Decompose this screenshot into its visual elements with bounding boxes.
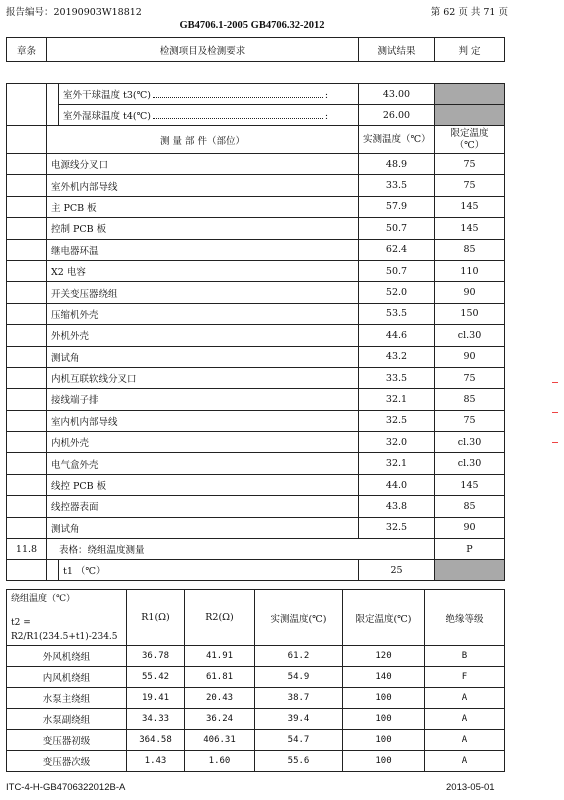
winding-table [6, 589, 505, 772]
clause-cell [7, 367, 47, 388]
actual-temp: 32.0 [359, 432, 435, 453]
r2-value: 61.81 [185, 667, 255, 688]
actual-temp: 43.8 [359, 496, 435, 517]
winding-name: 水泵副绕组 [7, 709, 127, 730]
actual-temp: 50.7 [359, 260, 435, 281]
winding-head [7, 590, 505, 646]
r1-value: 34.33 [127, 709, 185, 730]
clause-cell [7, 389, 47, 410]
actual-temp: 62.4 [359, 239, 435, 260]
clause-cell [7, 432, 47, 453]
condition-value: 43.00 [359, 84, 435, 105]
limit-temp: 110 [435, 260, 505, 281]
clause-header: 章条 [7, 38, 47, 62]
limit-temp: 90 [435, 517, 505, 538]
temp-row [7, 196, 505, 217]
actual-temp: 52.0 [359, 282, 435, 303]
temp-row [7, 175, 505, 196]
r2-value: 406.31 [185, 730, 255, 751]
winding-name: 外风机绕组 [7, 646, 127, 667]
part-name: 外机外壳 [47, 325, 359, 346]
winding-row [7, 646, 505, 667]
report-number: 报告编号：20190903W18812 [6, 7, 142, 18]
actual-temp: 44.6 [359, 325, 435, 346]
clause-cell [7, 303, 47, 324]
temp-row [7, 154, 505, 175]
temp-row [7, 346, 505, 367]
temp-row [7, 239, 505, 260]
part-name: 压缩机外壳 [47, 303, 359, 324]
winding-actual-header: 实测温度(℃) [255, 590, 343, 646]
limit-temp: 90 [435, 346, 505, 367]
clause-cell [7, 325, 47, 346]
limit-temp: 145 [435, 474, 505, 495]
winding-label: 绕组温度（℃） [11, 593, 76, 604]
actual-temp: 32.5 [359, 517, 435, 538]
winding-actual: 38.7 [255, 688, 343, 709]
limit-temp: 75 [435, 410, 505, 431]
limit-temp-header: 限定温度（℃） [435, 126, 505, 154]
part-name: 测试角 [47, 517, 359, 538]
part-header: 测 量 部 件（部位） [47, 126, 359, 154]
winding-limit: 100 [343, 730, 425, 751]
limit-temp: cl.30 [435, 325, 505, 346]
clause-cell [7, 126, 47, 154]
temp-row [7, 282, 505, 303]
doc-code: ITC-4-H-GB4706322012B-A [6, 782, 126, 793]
winding-name: 内风机绕组 [7, 667, 127, 688]
limit-temp: cl.30 [435, 453, 505, 474]
verdict-cell: P [435, 539, 505, 560]
clause-cell [7, 84, 47, 126]
winding-name: 变压器初级 [7, 730, 127, 751]
winding-actual: 55.6 [255, 751, 343, 772]
actual-temp: 33.5 [359, 175, 435, 196]
winding-formula-cell [7, 590, 127, 646]
section-118-row [7, 539, 505, 560]
part-name: 内机互联软线分叉口 [47, 367, 359, 388]
doc-date: 2013-05-01 [446, 782, 495, 793]
r1-value: 364.58 [127, 730, 185, 751]
temp-row [7, 474, 505, 495]
part-name: 电源线分叉口 [47, 154, 359, 175]
insulation-class: A [425, 751, 505, 772]
limit-temp: 85 [435, 496, 505, 517]
clause-cell [7, 175, 47, 196]
r1-value: 36.78 [127, 646, 185, 667]
section-title [47, 539, 435, 560]
winding-limit: 100 [343, 688, 425, 709]
winding-row [7, 751, 505, 772]
section-title-text: 表格：绕组温度测量 [59, 545, 145, 557]
limit-temp: 75 [435, 175, 505, 196]
temp-row [7, 410, 505, 431]
limit-temp: 145 [435, 218, 505, 239]
limit-temp: 85 [435, 239, 505, 260]
r1-header: R1(Ω) [127, 590, 185, 646]
part-name: 室外机内部导线 [47, 175, 359, 196]
winding-limit: 100 [343, 709, 425, 730]
part-name: 继电器环温 [47, 239, 359, 260]
condition-label-text: 室外干球温度 t3(℃) [63, 90, 151, 101]
limit-temp: cl.30 [435, 432, 505, 453]
winding-limit: 100 [343, 751, 425, 772]
items-header: 检测项目及检测要求 [47, 38, 359, 62]
indent-cell [47, 84, 59, 126]
verdict-header: 判 定 [435, 38, 505, 62]
insulation-class-header: 绝缘等级 [425, 590, 505, 646]
temp-row [7, 218, 505, 239]
clause-cell [7, 282, 47, 303]
clause-cell [7, 517, 47, 538]
verdict-cell-grey [435, 105, 505, 126]
condition-label: 室外湿球温度 t4(℃) : [59, 105, 359, 126]
condition-row [7, 105, 505, 126]
insulation-class: A [425, 688, 505, 709]
edge-mark [552, 412, 558, 413]
winding-actual: 61.2 [255, 646, 343, 667]
limit-temp: 145 [435, 196, 505, 217]
clause-cell [7, 474, 47, 495]
part-name: X2 电容 [47, 260, 359, 281]
winding-actual: 54.7 [255, 730, 343, 751]
insulation-class: F [425, 667, 505, 688]
temp-row [7, 496, 505, 517]
clause-cell [7, 410, 47, 431]
winding-name: 水泵主绕组 [7, 688, 127, 709]
actual-temp: 48.9 [359, 154, 435, 175]
part-name: 开关变压器绕组 [47, 282, 359, 303]
insulation-class: A [425, 730, 505, 751]
r1-value: 55.42 [127, 667, 185, 688]
clause-cell [7, 346, 47, 367]
dot-leader [153, 88, 323, 98]
temp-row [7, 517, 505, 538]
part-name: 测试角 [47, 346, 359, 367]
winding-row [7, 709, 505, 730]
part-name: 电气盒外壳 [47, 453, 359, 474]
part-name: 接线端子排 [47, 389, 359, 410]
r2-value: 20.43 [185, 688, 255, 709]
t1-value: 25 [359, 560, 435, 581]
temp-row [7, 432, 505, 453]
actual-temp: 32.1 [359, 453, 435, 474]
actual-temp: 44.0 [359, 474, 435, 495]
r1-value: 1.43 [127, 751, 185, 772]
clause-cell: 11.8 [7, 539, 47, 560]
clause-cell [7, 496, 47, 517]
temp-row [7, 325, 505, 346]
limit-temp: 75 [435, 367, 505, 388]
standards-title: GB4706.1-2005 GB4706.32-2012 [179, 20, 325, 31]
condition-label-text: 室外湿球温度 t4(℃) [63, 111, 151, 122]
clause-cell [7, 560, 47, 581]
actual-temp: 43.2 [359, 346, 435, 367]
t1-row [7, 560, 505, 581]
part-name: 控制 PCB 板 [47, 218, 359, 239]
limit-temp: 75 [435, 154, 505, 175]
winding-row [7, 667, 505, 688]
winding-limit-header: 限定温度(℃) [343, 590, 425, 646]
winding-row [7, 688, 505, 709]
page-indicator: 第 62 页 共 71 页 [430, 7, 508, 18]
clause-cell [7, 239, 47, 260]
condition-label: 室外干球温度 t3(℃) : [59, 84, 359, 105]
temp-row [7, 389, 505, 410]
winding-actual: 39.4 [255, 709, 343, 730]
dot-leader [153, 109, 323, 119]
part-name: 线控 PCB 板 [47, 474, 359, 495]
indent-cell [47, 560, 59, 581]
actual-temp: 32.5 [359, 410, 435, 431]
part-name: 主 PCB 板 [47, 196, 359, 217]
insulation-class: B [425, 646, 505, 667]
limit-temp: 150 [435, 303, 505, 324]
actual-temp: 33.5 [359, 367, 435, 388]
winding-formula: t2 = R2/R1(234.5+t1)-234.5 [11, 617, 118, 642]
verdict-cell-grey [435, 84, 505, 105]
t1-label: t1 （℃） [59, 560, 359, 581]
temp-row [7, 303, 505, 324]
limit-temp: 90 [435, 282, 505, 303]
temp-row [7, 453, 505, 474]
r1-value: 19.41 [127, 688, 185, 709]
winding-row [7, 730, 505, 751]
condition-value: 26.00 [359, 105, 435, 126]
condition-row [7, 84, 505, 105]
actual-temp: 53.5 [359, 303, 435, 324]
r2-header: R2(Ω) [185, 590, 255, 646]
insulation-class: A [425, 709, 505, 730]
winding-name: 变压器次级 [7, 751, 127, 772]
temperature-table [6, 83, 505, 581]
part-name: 室内机内部导线 [47, 410, 359, 431]
clause-cell [7, 154, 47, 175]
winding-limit: 120 [343, 646, 425, 667]
clause-cell [7, 453, 47, 474]
clause-cell [7, 260, 47, 281]
edge-mark [552, 382, 558, 383]
temp-table-head [7, 126, 505, 154]
limit-temp: 85 [435, 389, 505, 410]
winding-limit: 140 [343, 667, 425, 688]
clause-cell [7, 196, 47, 217]
actual-temp: 32.1 [359, 389, 435, 410]
temp-row [7, 260, 505, 281]
actual-temp: 50.7 [359, 218, 435, 239]
result-header: 测试结果 [359, 38, 435, 62]
verdict-cell-grey [435, 560, 505, 581]
actual-temp-header: 实测温度（℃） [359, 126, 435, 154]
part-name: 线控器表面 [47, 496, 359, 517]
actual-temp: 57.9 [359, 196, 435, 217]
r2-value: 41.91 [185, 646, 255, 667]
edge-mark [552, 442, 558, 443]
temp-row [7, 367, 505, 388]
clause-cell [7, 218, 47, 239]
column-header-table [6, 37, 505, 62]
winding-actual: 54.9 [255, 667, 343, 688]
part-name: 内机外壳 [47, 432, 359, 453]
r2-value: 1.60 [185, 751, 255, 772]
r2-value: 36.24 [185, 709, 255, 730]
